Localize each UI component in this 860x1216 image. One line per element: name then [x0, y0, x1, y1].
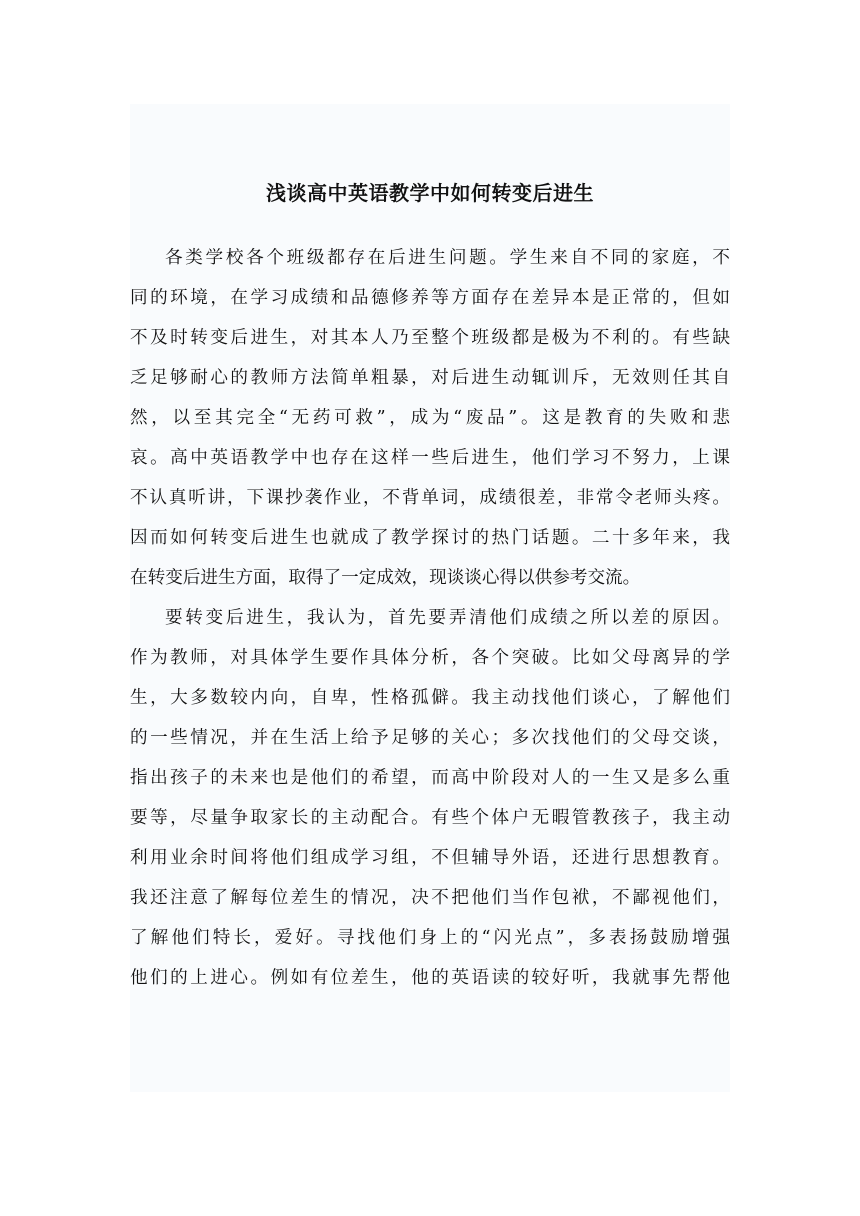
text-line: 然，以至其完全“无药可救”，成为“废品”。这是教育的失败和悲: [130, 408, 730, 428]
document-title: 浅谈高中英语教学中如何转变后进生: [266, 181, 594, 205]
text-line: 了解他们特长，爱好。寻找他们身上的“闪光点”，多表扬鼓励增强: [130, 928, 730, 948]
text-line: 在转变后进生方面，取得了一定成效，现谈谈心得以供参考交流。: [130, 568, 641, 588]
text-line: 乏足够耐心的教师方法简单粗暴，对后进生动辄训斥，无效则任其自: [130, 368, 730, 388]
text-line: 他们的上进心。例如有位差生，他的英语读的较好听，我就事先帮他: [130, 968, 730, 988]
text-line: 因而如何转变后进生也就成了教学探讨的热门话题。二十多年来，我: [130, 528, 730, 548]
text-line: 作为教师，对具体学生要作具体分析，各个突破。比如父母离异的学: [130, 648, 730, 668]
text-line: 要等，尽量争取家长的主动配合。有些个体户无暇管教孩子，我主动: [130, 808, 730, 828]
text-line: 利用业余时间将他们组成学习组，不但辅导外语，还进行思想教育。: [130, 848, 730, 868]
text-line: 的一些情况，并在生活上给予足够的关心；多次找他们的父母交谈，: [130, 728, 730, 748]
text-line: 不及时转变后进生，对其本人乃至整个班级都是极为不利的。有些缺: [130, 328, 730, 348]
text-line: 生，大多数较内向，自卑，性格孤僻。我主动找他们谈心，了解他们: [130, 688, 730, 708]
text-line: 要转变后进生，我认为，首先要弄清他们成绩之所以差的原因。: [165, 608, 730, 628]
text-line: 哀。高中英语教学中也存在这样一些后进生，他们学习不努力，上课: [130, 448, 730, 468]
text-line: 指出孩子的未来也是他们的希望，而高中阶段对人的一生又是多么重: [130, 768, 730, 788]
text-line: 同的环境，在学习成绩和品德修养等方面存在差异本是正常的，但如: [130, 288, 730, 308]
text-line: 我还注意了解每位差生的情况，决不把他们当作包袱，不鄙视他们，: [130, 888, 730, 908]
text-line: 各类学校各个班级都存在后进生问题。学生来自不同的家庭，不: [165, 248, 730, 268]
text-line: 不认真听讲，下课抄袭作业，不背单词，成绩很差，非常令老师头疼。: [130, 488, 730, 508]
